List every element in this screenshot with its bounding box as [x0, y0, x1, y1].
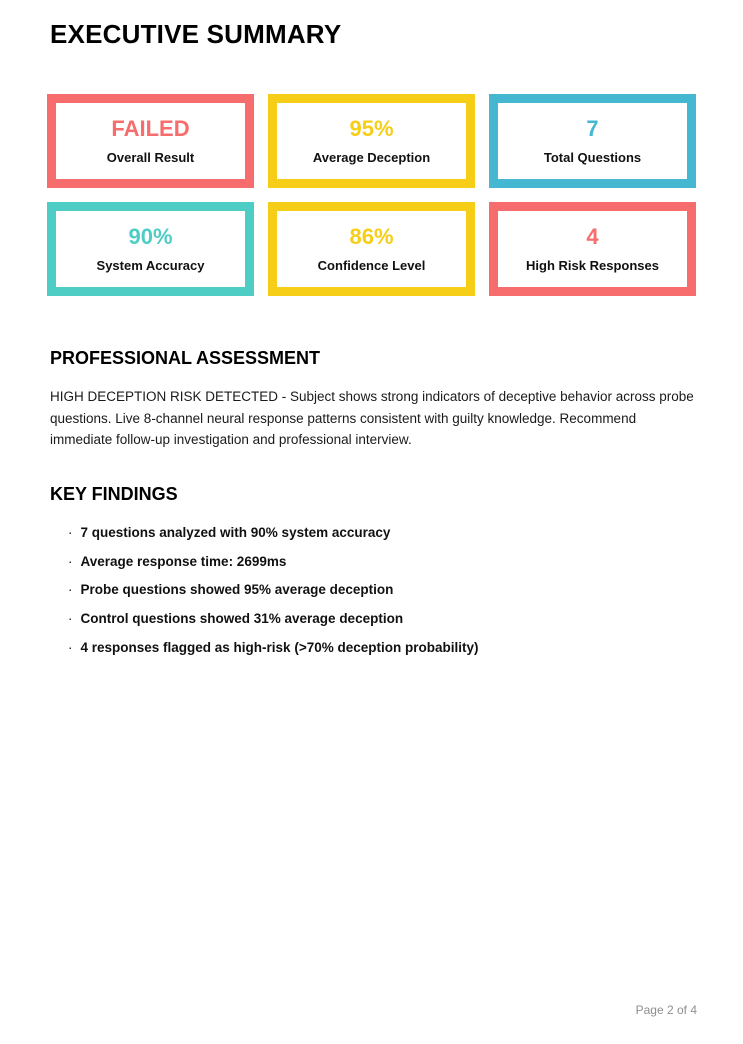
metric-label: System Accuracy — [96, 258, 205, 273]
finding-text: Probe questions showed 95% average deception — [80, 582, 394, 598]
metric-label: Total Questions — [543, 150, 642, 165]
bullet-icon: · — [68, 553, 73, 569]
metrics-grid — [47, 94, 696, 296]
metric-card-confidence-level — [268, 202, 475, 296]
finding-text: 4 responses flagged as high-risk (>70% deception probability) — [80, 639, 479, 655]
finding-item — [68, 526, 696, 540]
finding-item — [68, 583, 696, 597]
findings-heading: KEY FINDINGS — [50, 484, 178, 505]
metric-label: Overall Result — [106, 150, 195, 165]
finding-item — [68, 555, 696, 569]
metric-card-high-risk-responses — [489, 202, 696, 296]
assessment-body: HIGH DECEPTION RISK DETECTED - Subject shows strong indicators of deceptive behavior across probe questions. Live 8-channel neural response patterns consistent with guilty knowledge. Recommend immediate follow-up investigation and professional interview. — [50, 389, 694, 448]
metric-card-average-deception — [268, 94, 475, 188]
bullet-icon: · — [68, 611, 73, 627]
metric-card-system-accuracy — [47, 202, 254, 296]
bullet-icon: · — [68, 582, 73, 598]
metric-label: High Risk Responses — [526, 258, 659, 273]
metric-value: 90% — [128, 224, 173, 249]
page-number: Page 2 of 4 — [635, 1003, 697, 1017]
assessment-heading: PROFESSIONAL ASSESSMENT — [50, 348, 321, 368]
finding-text: Control questions showed 31% average deception — [80, 611, 404, 627]
finding-item — [68, 612, 696, 626]
metric-value: 4 — [586, 224, 599, 249]
page-title: EXECUTIVE SUMMARY — [50, 19, 342, 49]
metric-value: 95% — [349, 116, 394, 141]
bullet-icon: · — [68, 525, 73, 541]
metric-card-overall-result — [47, 94, 254, 188]
metric-value: 86% — [349, 224, 394, 249]
finding-text: 7 questions analyzed with 90% system accuracy — [80, 525, 391, 541]
finding-text: Average response time: 2699ms — [80, 553, 287, 569]
finding-item — [68, 641, 696, 655]
metric-card-total-questions — [489, 94, 696, 188]
metric-value: 7 — [586, 116, 599, 141]
metric-value: FAILED — [111, 116, 190, 141]
bullet-icon: · — [68, 639, 73, 655]
metric-label: Average Deception — [312, 150, 431, 165]
findings-list — [68, 526, 696, 655]
metric-label: Confidence Level — [317, 258, 426, 273]
